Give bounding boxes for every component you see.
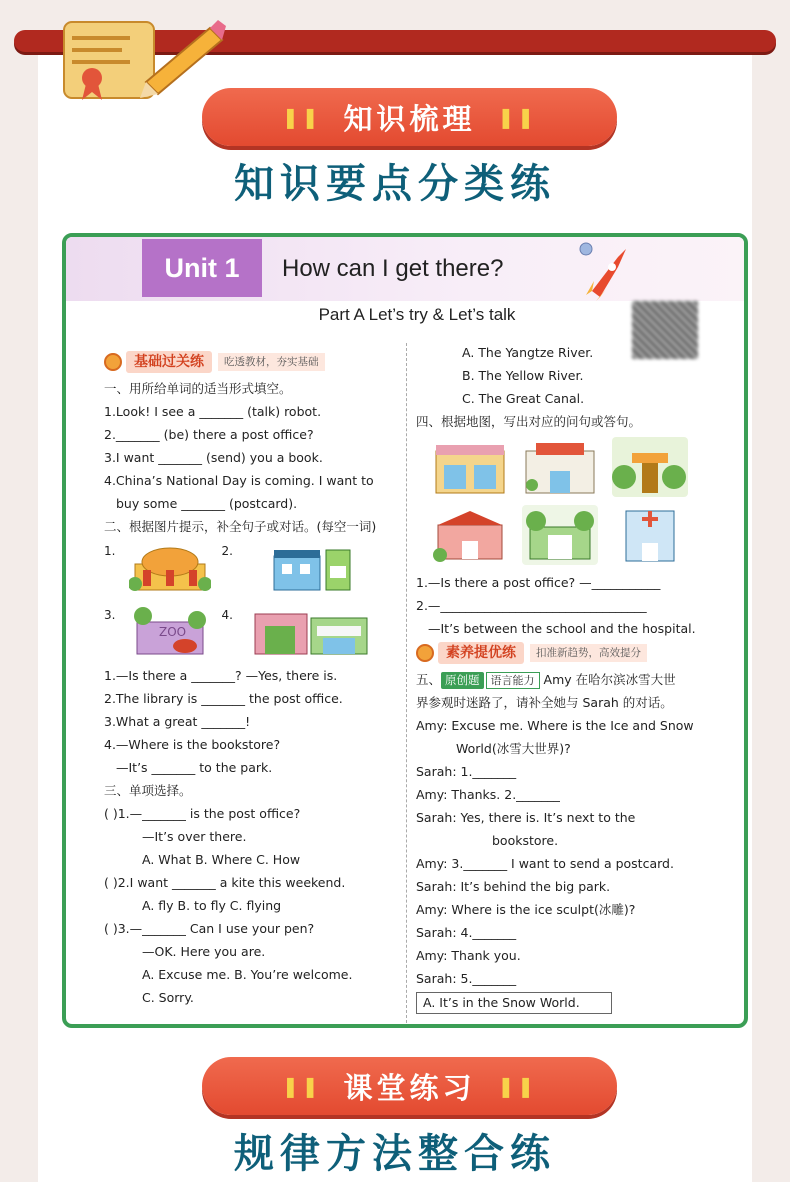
answer-option-box: A. It’s in the Snow World. bbox=[416, 992, 612, 1014]
q3-item-3-options: A. Excuse me. B. You’re welcome. bbox=[142, 967, 353, 982]
dialog-line: Sarah: It’s behind the big park. bbox=[416, 879, 611, 894]
post-office-icon bbox=[247, 540, 375, 594]
section-sub: 扣准新趋势，高效提分 bbox=[530, 644, 647, 662]
q2-item-2: 2.The library is _______ the post office. bbox=[104, 691, 343, 706]
section-pill-practice bbox=[202, 1057, 617, 1115]
q3-item-2: ( )2.I want _______ a kite this weekend. bbox=[104, 875, 346, 890]
q3-item-3-option-c: C. Sorry. bbox=[142, 990, 194, 1005]
dialog-line: bookstore. bbox=[492, 833, 559, 848]
dialog-line: Amy: Excuse me. Where is the Ice and Snow bbox=[416, 718, 694, 733]
pill-dots-left: ❚❚ bbox=[281, 1074, 322, 1098]
svg-text:ZOO: ZOO bbox=[159, 625, 187, 639]
dialog-line: Amy: Where is the ice sculpt(冰雕)? bbox=[416, 902, 636, 917]
hospital-icon bbox=[612, 505, 688, 565]
part-title: Part A Let’s try & Let’s talk bbox=[318, 305, 516, 324]
q4-title: 四、根据地图，写出对应的问句或答句。 bbox=[416, 414, 642, 429]
q1-item-4-cont: buy some _______ (postcard). bbox=[116, 496, 298, 511]
q3-item-1: ( )1.—_______ is the post office? bbox=[104, 806, 301, 821]
q4-item-1: 1.—Is there a post office? —___________ bbox=[416, 575, 661, 590]
section-label: 基础过关练 bbox=[126, 351, 212, 373]
q5-text: Amy 在哈尔滨冰雪大世 bbox=[543, 672, 676, 687]
option-c: C. The Great Canal. bbox=[462, 391, 585, 406]
dialog-line: Sarah: Yes, there is. It’s next to the bbox=[416, 810, 636, 825]
q5-title bbox=[416, 668, 716, 691]
park-icon bbox=[612, 437, 688, 497]
worksheet-card bbox=[62, 233, 748, 1028]
pic-number: 2. bbox=[221, 544, 233, 558]
skill-tag: 语言能力 bbox=[486, 672, 540, 689]
q3-item-1-cont: —It’s over there. bbox=[142, 829, 247, 844]
gear-mascot-icon bbox=[104, 353, 122, 371]
q4-item-2: 2.—_________________________________ bbox=[416, 598, 647, 613]
section-basic bbox=[104, 349, 400, 375]
bookstore-icon bbox=[432, 437, 508, 497]
q3-title: 三、单项选择。 bbox=[104, 783, 192, 798]
dialog-line: World(冰雪大世界)? bbox=[456, 741, 571, 756]
pic-number: 1. bbox=[104, 544, 116, 558]
section-advanced bbox=[416, 640, 716, 666]
q5-number: 五、 bbox=[416, 672, 442, 687]
pill-dots-right: ❚❚ bbox=[497, 1074, 538, 1098]
section-label: 素养提优练 bbox=[438, 642, 524, 664]
option-a: A. The Yangtze River. bbox=[462, 345, 594, 360]
cinema-icon bbox=[522, 437, 598, 497]
q1-item-2: 2._______ (be) there a post office? bbox=[104, 427, 314, 442]
pill-dots-left: ❚❚ bbox=[281, 105, 322, 129]
q1-item-1: 1.Look! I see a _______ (talk) robot. bbox=[104, 404, 322, 419]
pill-label: 课堂练习 bbox=[343, 1070, 476, 1105]
scroll-pencil-icon bbox=[50, 8, 230, 108]
dialog-line: Sarah: 5._______ bbox=[416, 971, 517, 986]
pill-dots-right: ❚❚ bbox=[497, 105, 538, 129]
dialog-line: Amy: Thank you. bbox=[416, 948, 521, 963]
q4-item-2-answer: —It’s between the school and the hospital. bbox=[428, 621, 696, 636]
section-pill-knowledge bbox=[202, 88, 617, 146]
q2-item-4: 4.—Where is the bookstore? bbox=[104, 737, 281, 752]
page-title: 知识要点分类练 bbox=[234, 161, 556, 207]
q1-item-4: 4.China’s National Day is coming. I want to bbox=[104, 473, 374, 488]
unit-title: How can I get there? bbox=[282, 255, 504, 282]
unit-tab: Unit 1 bbox=[142, 239, 262, 297]
q2-item-4-answer: —It’s _______ to the park. bbox=[116, 760, 273, 775]
dialog-line: Sarah: 1._______ bbox=[416, 764, 517, 779]
museum-icon bbox=[129, 540, 211, 594]
picture-row-2 bbox=[104, 604, 400, 662]
pic-number: 3. bbox=[104, 608, 116, 622]
mascot-icon bbox=[416, 644, 434, 662]
original-tag: 原创题 bbox=[441, 672, 484, 689]
section-sub: 吃透教材，夯实基础 bbox=[218, 353, 325, 371]
q3-item-2-options: A. fly B. to fly C. flying bbox=[142, 898, 282, 913]
school-icon bbox=[432, 505, 508, 565]
q3-item-1-options: A. What B. Where C. How bbox=[142, 852, 301, 867]
footer-title: 规律方法整合练 bbox=[234, 1131, 556, 1177]
q2-item-3: 3.What a great _______! bbox=[104, 714, 251, 729]
rocket-icon bbox=[572, 241, 632, 301]
dialog-line: Amy: Thanks. 2._______ bbox=[416, 787, 560, 802]
map-pictures bbox=[432, 437, 716, 565]
option-b: B. The Yellow River. bbox=[462, 368, 584, 383]
q3-item-3-cont: —OK. Here you are. bbox=[142, 944, 266, 959]
left-column bbox=[104, 349, 400, 1009]
zoo-gate-icon bbox=[522, 505, 598, 565]
q5-text-cont: 界参观时迷路了，请补全她与 Sarah 的对话。 bbox=[416, 695, 673, 710]
column-divider bbox=[406, 343, 407, 1023]
dialog-line: Sarah: 4._______ bbox=[416, 925, 517, 940]
q3-item-3: ( )3.—_______ Can I use your pen? bbox=[104, 921, 315, 936]
q2-item-1: 1.—Is there a _______? —Yes, there is. bbox=[104, 668, 338, 683]
q2-title: 二、根据图片提示，补全句子或对话。(每空一词) bbox=[104, 519, 377, 534]
dialog-line: Amy: 3._______ I want to send a postcard. bbox=[416, 856, 674, 871]
pill-label: 知识梳理 bbox=[343, 101, 476, 136]
park-bookstore-icon bbox=[247, 604, 375, 658]
q1-title: 一、用所给单词的适当形式填空。 bbox=[104, 381, 292, 396]
q1-item-3: 3.I want _______ (send) you a book. bbox=[104, 450, 323, 465]
pic-number: 4. bbox=[221, 608, 233, 622]
picture-row-1 bbox=[104, 540, 400, 598]
right-column bbox=[416, 341, 716, 1014]
zoo-icon bbox=[129, 604, 211, 658]
